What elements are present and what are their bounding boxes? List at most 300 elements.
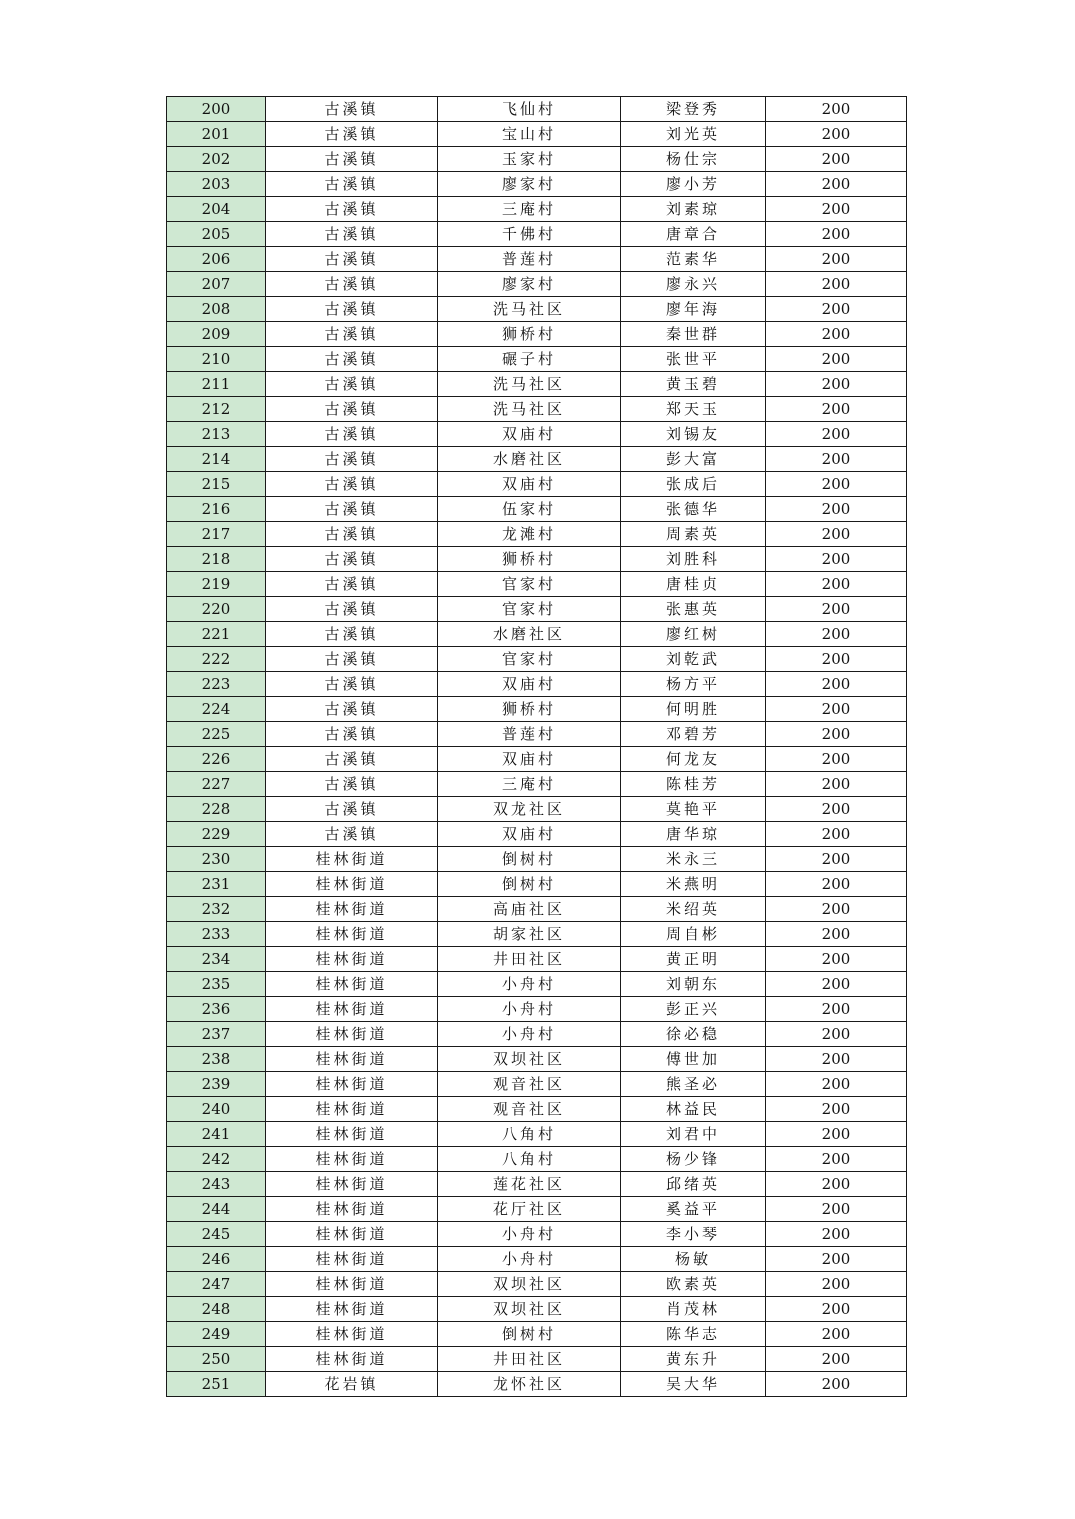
person-name-cell: 范素华 [621,247,766,272]
row-number-cell: 246 [167,1247,266,1272]
village-cell: 八角村 [438,1122,621,1147]
table-row [167,822,907,847]
row-number-cell: 213 [167,422,266,447]
village-cell: 宝山村 [438,122,621,147]
person-name-cell: 刘光英 [621,122,766,147]
row-number-cell: 226 [167,747,266,772]
village-cell: 倒树村 [438,872,621,897]
town-cell: 古溪镇 [266,247,438,272]
amount-cell: 200 [766,1272,907,1297]
row-number-cell: 201 [167,122,266,147]
row-number-cell: 215 [167,472,266,497]
row-number-cell: 216 [167,497,266,522]
town-cell: 桂林街道 [266,1222,438,1247]
town-cell: 古溪镇 [266,722,438,747]
table-row [167,1072,907,1097]
person-name-cell: 刘胜科 [621,547,766,572]
table-row [167,872,907,897]
amount-cell: 200 [766,697,907,722]
amount-cell: 200 [766,1197,907,1222]
amount-cell: 200 [766,322,907,347]
village-cell: 双庙村 [438,822,621,847]
table-row [167,522,907,547]
table-row [167,1122,907,1147]
row-number-cell: 220 [167,597,266,622]
person-name-cell: 陈华志 [621,1322,766,1347]
table-row [167,572,907,597]
town-cell: 桂林街道 [266,1022,438,1047]
town-cell: 桂林街道 [266,1097,438,1122]
person-name-cell: 邱绪英 [621,1172,766,1197]
table-row [167,372,907,397]
village-cell: 双坝社区 [438,1297,621,1322]
amount-cell: 200 [766,1222,907,1247]
table-row [167,1247,907,1272]
town-cell: 古溪镇 [266,522,438,547]
recipient-table [166,96,907,1397]
town-cell: 古溪镇 [266,147,438,172]
village-cell: 三庵村 [438,772,621,797]
person-name-cell: 黄玉碧 [621,372,766,397]
town-cell: 古溪镇 [266,597,438,622]
amount-cell: 200 [766,1072,907,1097]
town-cell: 古溪镇 [266,822,438,847]
town-cell: 桂林街道 [266,897,438,922]
village-cell: 狮桥村 [438,547,621,572]
village-cell: 伍家村 [438,497,621,522]
table-row [167,797,907,822]
village-cell: 双坝社区 [438,1047,621,1072]
table-row [167,997,907,1022]
table-row [167,622,907,647]
amount-cell: 200 [766,97,907,122]
row-number-cell: 227 [167,772,266,797]
amount-cell: 200 [766,947,907,972]
amount-cell: 200 [766,922,907,947]
village-cell: 三庵村 [438,197,621,222]
table-row [167,722,907,747]
row-number-cell: 209 [167,322,266,347]
amount-cell: 200 [766,647,907,672]
village-cell: 双坝社区 [438,1272,621,1297]
town-cell: 古溪镇 [266,547,438,572]
row-number-cell: 238 [167,1047,266,1072]
amount-cell: 200 [766,1347,907,1372]
person-name-cell: 唐桂贞 [621,572,766,597]
table-row [167,697,907,722]
amount-cell: 200 [766,722,907,747]
village-cell: 水磨社区 [438,622,621,647]
amount-cell: 200 [766,622,907,647]
person-name-cell: 唐章合 [621,222,766,247]
village-cell: 观音社区 [438,1072,621,1097]
row-number-cell: 231 [167,872,266,897]
person-name-cell: 张惠英 [621,597,766,622]
person-name-cell: 杨仕宗 [621,147,766,172]
town-cell: 桂林街道 [266,1147,438,1172]
row-number-cell: 228 [167,797,266,822]
person-name-cell: 廖永兴 [621,272,766,297]
village-cell: 普莲村 [438,247,621,272]
town-cell: 桂林街道 [266,872,438,897]
person-name-cell: 彭大富 [621,447,766,472]
town-cell: 古溪镇 [266,797,438,822]
person-name-cell: 黄东升 [621,1347,766,1372]
table-row [167,1097,907,1122]
row-number-cell: 240 [167,1097,266,1122]
person-name-cell: 周素英 [621,522,766,547]
person-name-cell: 林益民 [621,1097,766,1122]
village-cell: 洗马社区 [438,297,621,322]
amount-cell: 200 [766,897,907,922]
row-number-cell: 221 [167,622,266,647]
recipient-table-body [167,97,907,1397]
row-number-cell: 239 [167,1072,266,1097]
table-row [167,347,907,372]
row-number-cell: 245 [167,1222,266,1247]
amount-cell: 200 [766,297,907,322]
amount-cell: 200 [766,247,907,272]
person-name-cell: 张世平 [621,347,766,372]
person-name-cell: 周自彬 [621,922,766,947]
row-number-cell: 210 [167,347,266,372]
person-name-cell: 杨敏 [621,1247,766,1272]
amount-cell: 200 [766,222,907,247]
town-cell: 桂林街道 [266,1122,438,1147]
town-cell: 桂林街道 [266,972,438,997]
person-name-cell: 吴大华 [621,1372,766,1397]
town-cell: 古溪镇 [266,422,438,447]
row-number-cell: 244 [167,1197,266,1222]
amount-cell: 200 [766,272,907,297]
table-row [167,472,907,497]
person-name-cell: 莫艳平 [621,797,766,822]
table-row [167,1172,907,1197]
row-number-cell: 243 [167,1172,266,1197]
amount-cell: 200 [766,847,907,872]
table-row [167,1322,907,1347]
table-row [167,1022,907,1047]
row-number-cell: 230 [167,847,266,872]
amount-cell: 200 [766,572,907,597]
person-name-cell: 廖小芳 [621,172,766,197]
amount-cell: 200 [766,122,907,147]
row-number-cell: 232 [167,897,266,922]
person-name-cell: 梁登秀 [621,97,766,122]
row-number-cell: 204 [167,197,266,222]
row-number-cell: 217 [167,522,266,547]
village-cell: 花厅社区 [438,1197,621,1222]
person-name-cell: 米永三 [621,847,766,872]
amount-cell: 200 [766,872,907,897]
table-row [167,272,907,297]
table-row [167,422,907,447]
person-name-cell: 何龙友 [621,747,766,772]
town-cell: 古溪镇 [266,397,438,422]
person-name-cell: 何明胜 [621,697,766,722]
town-cell: 古溪镇 [266,572,438,597]
table-row [167,497,907,522]
town-cell: 桂林街道 [266,1322,438,1347]
town-cell: 古溪镇 [266,672,438,697]
row-number-cell: 212 [167,397,266,422]
town-cell: 桂林街道 [266,922,438,947]
town-cell: 古溪镇 [266,222,438,247]
village-cell: 廖家村 [438,272,621,297]
table-row [167,1222,907,1247]
amount-cell: 200 [766,797,907,822]
town-cell: 古溪镇 [266,447,438,472]
village-cell: 高庙社区 [438,897,621,922]
person-name-cell: 熊圣必 [621,1072,766,1097]
row-number-cell: 219 [167,572,266,597]
village-cell: 莲花社区 [438,1172,621,1197]
village-cell: 狮桥村 [438,697,621,722]
town-cell: 古溪镇 [266,372,438,397]
town-cell: 古溪镇 [266,172,438,197]
person-name-cell: 秦世群 [621,322,766,347]
table-row [167,972,907,997]
amount-cell: 200 [766,1097,907,1122]
table-row [167,947,907,972]
row-number-cell: 208 [167,297,266,322]
amount-cell: 200 [766,547,907,572]
amount-cell: 200 [766,597,907,622]
village-cell: 洗马社区 [438,372,621,397]
row-number-cell: 237 [167,1022,266,1047]
person-name-cell: 徐必稳 [621,1022,766,1047]
town-cell: 桂林街道 [266,997,438,1022]
table-row [167,197,907,222]
person-name-cell: 邓碧芳 [621,722,766,747]
town-cell: 古溪镇 [266,122,438,147]
amount-cell: 200 [766,672,907,697]
village-cell: 普莲村 [438,722,621,747]
person-name-cell: 刘朝东 [621,972,766,997]
table-row [167,1297,907,1322]
town-cell: 古溪镇 [266,622,438,647]
village-cell: 双庙村 [438,747,621,772]
village-cell: 龙滩村 [438,522,621,547]
village-cell: 观音社区 [438,1097,621,1122]
village-cell: 洗马社区 [438,397,621,422]
town-cell: 古溪镇 [266,322,438,347]
table-row [167,1372,907,1397]
town-cell: 桂林街道 [266,947,438,972]
person-name-cell: 郑天玉 [621,397,766,422]
person-name-cell: 刘锡友 [621,422,766,447]
amount-cell: 200 [766,1372,907,1397]
amount-cell: 200 [766,1047,907,1072]
town-cell: 桂林街道 [266,1197,438,1222]
row-number-cell: 203 [167,172,266,197]
amount-cell: 200 [766,747,907,772]
village-cell: 倒树村 [438,847,621,872]
table-row [167,297,907,322]
person-name-cell: 欧素英 [621,1272,766,1297]
village-cell: 胡家社区 [438,922,621,947]
person-name-cell: 杨少锋 [621,1147,766,1172]
row-number-cell: 249 [167,1322,266,1347]
amount-cell: 200 [766,1247,907,1272]
village-cell: 小舟村 [438,972,621,997]
row-number-cell: 251 [167,1372,266,1397]
village-cell: 廖家村 [438,172,621,197]
village-cell: 玉家村 [438,147,621,172]
village-cell: 双龙社区 [438,797,621,822]
amount-cell: 200 [766,172,907,197]
town-cell: 古溪镇 [266,747,438,772]
village-cell: 小舟村 [438,997,621,1022]
amount-cell: 200 [766,522,907,547]
table-row [167,597,907,622]
person-name-cell: 奚益平 [621,1197,766,1222]
amount-cell: 200 [766,372,907,397]
town-cell: 古溪镇 [266,97,438,122]
village-cell: 双庙村 [438,672,621,697]
table-row [167,897,907,922]
table-row [167,672,907,697]
village-cell: 狮桥村 [438,322,621,347]
row-number-cell: 247 [167,1272,266,1297]
person-name-cell: 杨方平 [621,672,766,697]
table-row [167,772,907,797]
person-name-cell: 黄正明 [621,947,766,972]
amount-cell: 200 [766,1147,907,1172]
person-name-cell: 米燕明 [621,872,766,897]
person-name-cell: 刘君中 [621,1122,766,1147]
row-number-cell: 229 [167,822,266,847]
amount-cell: 200 [766,347,907,372]
amount-cell: 200 [766,422,907,447]
town-cell: 桂林街道 [266,1297,438,1322]
amount-cell: 200 [766,997,907,1022]
village-cell: 八角村 [438,1147,621,1172]
table-row [167,1047,907,1072]
row-number-cell: 223 [167,672,266,697]
village-cell: 双庙村 [438,472,621,497]
person-name-cell: 廖红树 [621,622,766,647]
village-cell: 双庙村 [438,422,621,447]
town-cell: 古溪镇 [266,272,438,297]
amount-cell: 200 [766,197,907,222]
village-cell: 官家村 [438,647,621,672]
person-name-cell: 唐华琼 [621,822,766,847]
row-number-cell: 224 [167,697,266,722]
table-row [167,247,907,272]
town-cell: 花岩镇 [266,1372,438,1397]
row-number-cell: 206 [167,247,266,272]
amount-cell: 200 [766,772,907,797]
person-name-cell: 肖茂林 [621,1297,766,1322]
table-row [167,447,907,472]
village-cell: 倒树村 [438,1322,621,1347]
village-cell: 水磨社区 [438,447,621,472]
town-cell: 古溪镇 [266,297,438,322]
town-cell: 桂林街道 [266,1047,438,1072]
table-row [167,147,907,172]
village-cell: 小舟村 [438,1022,621,1047]
row-number-cell: 211 [167,372,266,397]
row-number-cell: 207 [167,272,266,297]
village-cell: 小舟村 [438,1247,621,1272]
table-row [167,122,907,147]
town-cell: 桂林街道 [266,847,438,872]
town-cell: 桂林街道 [266,1072,438,1097]
town-cell: 古溪镇 [266,697,438,722]
village-cell: 官家村 [438,597,621,622]
village-cell: 碾子村 [438,347,621,372]
town-cell: 古溪镇 [266,772,438,797]
amount-cell: 200 [766,447,907,472]
village-cell: 井田社区 [438,947,621,972]
row-number-cell: 222 [167,647,266,672]
person-name-cell: 陈桂芳 [621,772,766,797]
table-row [167,922,907,947]
amount-cell: 200 [766,822,907,847]
row-number-cell: 218 [167,547,266,572]
amount-cell: 200 [766,1022,907,1047]
amount-cell: 200 [766,1122,907,1147]
village-cell: 小舟村 [438,1222,621,1247]
amount-cell: 200 [766,147,907,172]
table-row [167,97,907,122]
row-number-cell: 225 [167,722,266,747]
village-cell: 井田社区 [438,1347,621,1372]
person-name-cell: 张德华 [621,497,766,522]
row-number-cell: 234 [167,947,266,972]
person-name-cell: 刘素琼 [621,197,766,222]
town-cell: 桂林街道 [266,1247,438,1272]
table-row [167,847,907,872]
town-cell: 桂林街道 [266,1272,438,1297]
amount-cell: 200 [766,472,907,497]
table-row [167,222,907,247]
town-cell: 桂林街道 [266,1172,438,1197]
person-name-cell: 廖年海 [621,297,766,322]
row-number-cell: 241 [167,1122,266,1147]
town-cell: 古溪镇 [266,347,438,372]
table-row [167,1272,907,1297]
amount-cell: 200 [766,397,907,422]
person-name-cell: 张成后 [621,472,766,497]
row-number-cell: 200 [167,97,266,122]
table-row [167,1147,907,1172]
village-cell: 飞仙村 [438,97,621,122]
row-number-cell: 235 [167,972,266,997]
town-cell: 古溪镇 [266,472,438,497]
village-cell: 官家村 [438,572,621,597]
person-name-cell: 傅世加 [621,1047,766,1072]
amount-cell: 200 [766,1322,907,1347]
person-name-cell: 米绍英 [621,897,766,922]
row-number-cell: 214 [167,447,266,472]
row-number-cell: 202 [167,147,266,172]
row-number-cell: 205 [167,222,266,247]
town-cell: 古溪镇 [266,197,438,222]
person-name-cell: 彭正兴 [621,997,766,1022]
table-row [167,547,907,572]
amount-cell: 200 [766,1172,907,1197]
town-cell: 古溪镇 [266,497,438,522]
row-number-cell: 236 [167,997,266,1022]
table-row [167,322,907,347]
amount-cell: 200 [766,1297,907,1322]
table-row [167,397,907,422]
row-number-cell: 242 [167,1147,266,1172]
table-row [167,1347,907,1372]
town-cell: 古溪镇 [266,647,438,672]
